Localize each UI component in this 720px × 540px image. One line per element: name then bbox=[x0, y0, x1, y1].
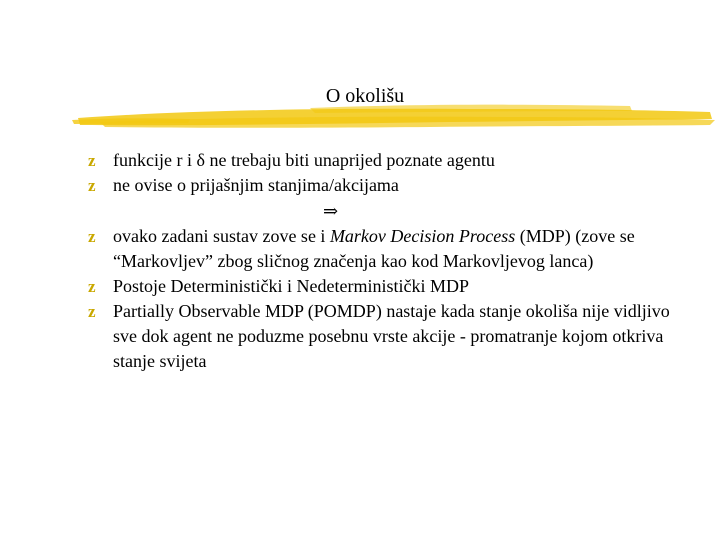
zeta-bullet-icon: z bbox=[88, 227, 96, 246]
zeta-bullet-icon: z bbox=[88, 151, 96, 170]
zeta-bullet-icon: z bbox=[88, 176, 96, 195]
bullet-text-end: (MDP) (zove se “Markovljev” zbog sličnog značenja kao kod Markovljevog lanca) bbox=[113, 226, 635, 271]
bullet-item bbox=[88, 299, 688, 374]
mdp-term: Markov Decision Process bbox=[329, 226, 516, 246]
slide-title: O okolišu bbox=[325, 85, 405, 107]
implies-arrow-icon: ⇒ bbox=[323, 201, 339, 221]
bullet-item bbox=[88, 224, 688, 274]
bullet-text: Postoje Deterministički i Nedeterministički MDP bbox=[113, 276, 469, 296]
bullet-item bbox=[88, 274, 688, 299]
bullet-text-start: ovako zadani sustav zove se i bbox=[113, 226, 330, 246]
bullet-list bbox=[88, 148, 688, 374]
bullet-text bbox=[113, 226, 635, 271]
bullet-item bbox=[88, 148, 688, 173]
bullet-text: ne ovise o prijašnjim stanjima/akcijama bbox=[113, 175, 399, 195]
title-underline-brushstroke bbox=[70, 100, 720, 130]
zeta-bullet-icon: z bbox=[88, 302, 96, 321]
bullet-item bbox=[88, 173, 688, 198]
bullet-text: Partially Observable MDP (POMDP) nastaje kada stanje okoliša nije vidljivo sve dok agent ne poduzme posebnu vrste akcije - promatranje kojom otkriva stanje svijeta bbox=[113, 301, 670, 371]
bullet-text: funkcije r i δ ne trebaju biti unaprijed poznate agentu bbox=[113, 150, 495, 170]
zeta-bullet-icon: z bbox=[88, 277, 96, 296]
